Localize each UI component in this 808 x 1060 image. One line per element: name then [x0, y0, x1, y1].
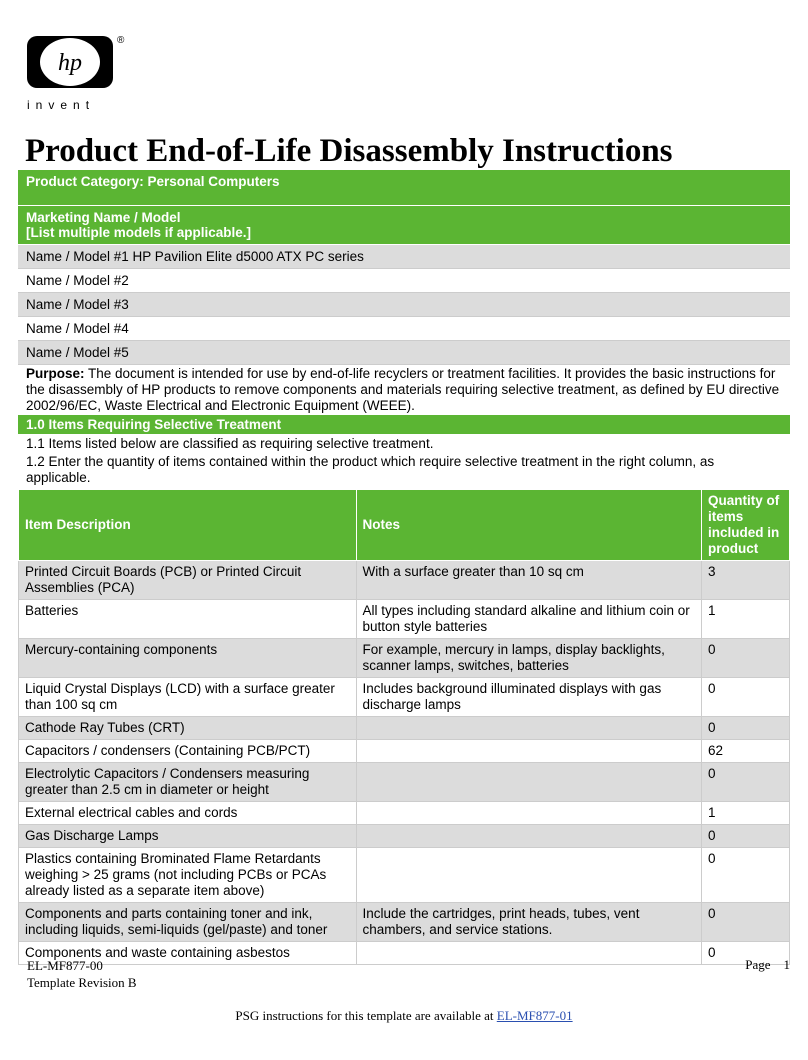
notes-cell	[356, 802, 702, 825]
product-category: Product Category: Personal Computers	[18, 170, 790, 206]
header-quantity: Quantity of items included in product	[702, 490, 790, 561]
quantity-cell: 0	[702, 848, 790, 903]
model-row-5: Name / Model #5	[18, 341, 790, 365]
table-row	[19, 802, 790, 825]
quantity-cell: 0	[702, 825, 790, 848]
doc-id: EL-MF877-00	[27, 958, 103, 973]
item-cell: Capacitors / condensers (Containing PCB/PCT)	[19, 740, 357, 763]
quantity-cell: 0	[702, 717, 790, 740]
table-row	[19, 717, 790, 740]
hp-logo	[27, 36, 113, 88]
notes-cell	[356, 740, 702, 763]
notes-cell	[356, 717, 702, 740]
notes-cell: Includes background illuminated displays with gas discharge lamps	[356, 678, 702, 717]
quantity-cell: 0	[702, 639, 790, 678]
table-row	[19, 825, 790, 848]
header-notes: Notes	[356, 490, 702, 561]
psg-footer	[0, 1008, 808, 1024]
item-cell: Electrolytic Capacitors / Condensers measuring greater than 2.5 cm in diameter or height	[19, 763, 357, 802]
table-row	[19, 639, 790, 678]
quantity-cell: 0	[702, 763, 790, 802]
logo-tagline: invent	[27, 98, 96, 112]
registered-mark: ®	[117, 35, 125, 46]
note-2: 1.2 Enter the quantity of items contained within the product which require selective treatment in the right column, as applicable.	[26, 454, 715, 485]
table-row	[19, 740, 790, 763]
table-row	[19, 678, 790, 717]
item-cell: Printed Circuit Boards (PCB) or Printed Circuit Assemblies (PCA)	[19, 561, 357, 600]
quantity-cell: 0	[702, 903, 790, 942]
hp-logo-mark	[27, 36, 113, 88]
purpose-paragraph	[18, 365, 790, 415]
quantity-cell: 1	[702, 600, 790, 639]
quantity-cell: 3	[702, 561, 790, 600]
notes-cell	[356, 848, 702, 903]
table-header-row	[19, 490, 790, 561]
quantity-cell: 62	[702, 740, 790, 763]
quantity-cell: 0	[702, 942, 790, 965]
page-indicator	[745, 957, 790, 973]
item-cell: Mercury-containing components	[19, 639, 357, 678]
page-number: 1	[783, 957, 790, 972]
section-title: 1.0 Items Requiring Selective Treatment	[18, 415, 790, 435]
psg-link[interactable]: EL-MF877-01	[496, 1008, 573, 1023]
item-cell: Plastics containing Brominated Flame Retardants weighing > 25 grams (not including PCBs or PCAs already listed as a separate item above)	[19, 848, 357, 903]
notes-cell	[356, 763, 702, 802]
header-item-description: Item Description	[19, 490, 357, 561]
model-row-4: Name / Model #4	[18, 317, 790, 341]
table-row	[19, 848, 790, 903]
notes-cell: With a surface greater than 10 sq cm	[356, 561, 702, 600]
model-row-3: Name / Model #3	[18, 293, 790, 317]
note-1: 1.1 Items listed below are classified as requiring selective treatment.	[26, 436, 434, 451]
item-cell: Components and waste containing asbestos	[19, 942, 357, 965]
notes-cell	[356, 825, 702, 848]
table-body	[19, 561, 790, 965]
model-row-2: Name / Model #2	[18, 269, 790, 293]
notes-cell: For example, mercury in lamps, display backlights, scanner lamps, switches, batteries	[356, 639, 702, 678]
logo-brand: hp	[58, 50, 82, 76]
quantity-cell: 0	[702, 678, 790, 717]
marketing-header-line1: Marketing Name / Model	[26, 210, 181, 225]
notes-cell	[356, 942, 702, 965]
quantity-cell: 1	[702, 802, 790, 825]
selective-treatment-table	[18, 489, 790, 965]
item-cell: Components and parts containing toner and ink, including liquids, semi-liquids (gel/paste) and toner	[19, 903, 357, 942]
page-label: Page	[745, 957, 771, 972]
marketing-header-line2: [List multiple models if applicable.]	[26, 225, 252, 240]
item-cell: External electrical cables and cords	[19, 802, 357, 825]
purpose-text: The document is intended for use by end-of-life recyclers or treatment facilities. It provides the basic instructions for the disassembly of HP products to remove components and materials requiring selective treatment, as defined by EU directive 2002/96/EC, Waste Electrical and Electronic Equipment (WEEE).	[26, 366, 780, 413]
item-cell: Gas Discharge Lamps	[19, 825, 357, 848]
table-row	[19, 600, 790, 639]
document-body	[18, 170, 790, 965]
item-cell: Batteries	[19, 600, 357, 639]
psg-text: PSG instructions for this template are available at	[235, 1008, 494, 1023]
page-title: Product End-of-Life Disassembly Instructions	[25, 133, 673, 169]
table-row	[19, 763, 790, 802]
template-revision: Template Revision B	[27, 975, 137, 990]
notes-cell: Include the cartridges, print heads, tubes, vent chambers, and service stations.	[356, 903, 702, 942]
notes-cell: All types including standard alkaline and lithium coin or button style batteries	[356, 600, 702, 639]
item-cell: Cathode Ray Tubes (CRT)	[19, 717, 357, 740]
purpose-label: Purpose:	[26, 366, 85, 381]
model-row-1: Name / Model #1 HP Pavilion Elite d5000 ATX PC series	[18, 245, 790, 269]
table-row	[19, 903, 790, 942]
marketing-header	[18, 206, 790, 245]
table-row	[19, 561, 790, 600]
item-cell: Liquid Crystal Displays (LCD) with a surface greater than 100 sq cm	[19, 678, 357, 717]
footer-left	[27, 957, 137, 991]
